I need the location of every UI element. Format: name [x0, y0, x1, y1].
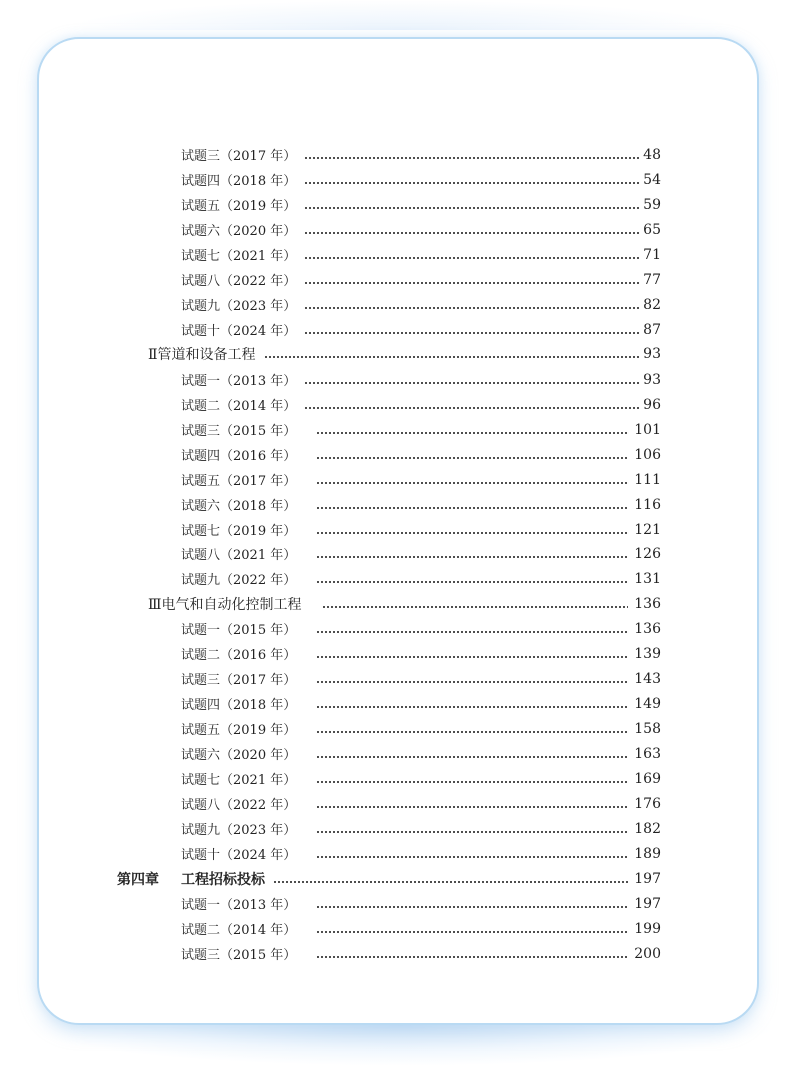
- toc-entry-page: 71: [643, 246, 661, 263]
- toc-entry[interactable]: [181, 492, 661, 517]
- toc-entry-page: 93: [643, 371, 661, 388]
- toc-entry-page: 116: [634, 496, 661, 513]
- toc-entry-page: 169: [634, 770, 661, 787]
- toc-entry[interactable]: [181, 517, 661, 542]
- toc-entry[interactable]: [181, 741, 661, 766]
- dot-leader: [304, 317, 639, 342]
- toc-chapter-label: 第四章: [117, 871, 159, 888]
- toc-entry[interactable]: [181, 666, 661, 691]
- dot-leader: [316, 616, 628, 641]
- toc-entry-page: 87: [643, 321, 661, 338]
- toc-entry-page: 143: [634, 670, 661, 687]
- dot-leader: [304, 242, 639, 267]
- dot-leader: [316, 841, 628, 866]
- toc-entry[interactable]: [181, 791, 661, 816]
- toc-entry[interactable]: [181, 691, 661, 716]
- dot-leader: [304, 267, 639, 292]
- toc-entry-page: 82: [643, 296, 661, 313]
- toc-entry-title: 试题六（2020 年）: [181, 224, 297, 239]
- dot-leader: [316, 541, 628, 566]
- toc-entry-title: 试题五（2019 年）: [181, 199, 297, 214]
- toc-section-entry[interactable]: [148, 341, 661, 366]
- toc-entry[interactable]: [181, 841, 661, 866]
- toc-entry-title: 试题四（2016 年）: [181, 449, 297, 464]
- toc-entry-page: 77: [643, 271, 661, 288]
- toc-entry[interactable]: [181, 292, 661, 317]
- toc-entry-title: 试题三（2015 年）: [181, 948, 297, 963]
- dot-leader: [316, 417, 628, 442]
- toc-entry[interactable]: [181, 142, 661, 167]
- toc-entry-title: 试题六（2018 年）: [181, 499, 297, 514]
- toc-entry-title: 试题四（2018 年）: [181, 174, 297, 189]
- toc-entry-title: 试题一（2013 年）: [181, 898, 297, 913]
- toc-entry[interactable]: [181, 641, 661, 666]
- toc-entry-page: 121: [634, 521, 661, 538]
- dot-leader: [322, 591, 629, 616]
- toc-entry-page: 48: [643, 146, 661, 163]
- toc-entry[interactable]: [181, 616, 661, 641]
- toc-entry[interactable]: [181, 941, 661, 966]
- dot-leader: [316, 791, 628, 816]
- toc-section-title: Ⅱ管道和设备工程: [148, 346, 256, 363]
- toc-entry-title: 试题一（2015 年）: [181, 623, 297, 638]
- toc-entry-page: 158: [634, 720, 661, 737]
- dot-leader: [316, 666, 628, 691]
- toc-entry-title: 试题八（2021 年）: [181, 548, 297, 563]
- dot-leader: [316, 492, 628, 517]
- toc-entry[interactable]: [181, 816, 661, 841]
- toc-entry[interactable]: [181, 217, 661, 242]
- dot-leader: [316, 941, 628, 966]
- toc-entry[interactable]: [181, 192, 661, 217]
- dot-leader: [304, 167, 639, 192]
- dot-leader: [316, 641, 628, 666]
- toc-entry[interactable]: [181, 467, 661, 492]
- dot-leader: [304, 142, 639, 167]
- dot-leader: [316, 716, 628, 741]
- dot-leader: [316, 816, 628, 841]
- toc-chapter-title: 工程招标投标: [181, 871, 265, 888]
- toc-entry[interactable]: [181, 267, 661, 292]
- toc-entry-title: 试题二（2014 年）: [181, 399, 297, 414]
- dot-leader: [316, 766, 628, 791]
- toc-entry-title: 试题九（2023 年）: [181, 299, 297, 314]
- toc-entry-title: 试题三（2017 年）: [181, 673, 297, 688]
- toc-entry-page: 149: [634, 695, 661, 712]
- toc-entry-title: 试题八（2022 年）: [181, 798, 297, 813]
- toc-section-title: Ⅲ电气和自动化控制工程: [148, 596, 302, 613]
- toc-entry[interactable]: [181, 417, 661, 442]
- dot-leader: [316, 442, 628, 467]
- toc-entry-title: 试题六（2020 年）: [181, 748, 297, 763]
- toc-entry-page: 182: [634, 820, 661, 837]
- toc-entry[interactable]: [181, 242, 661, 267]
- toc-entry-page: 136: [634, 620, 661, 637]
- toc-entry[interactable]: [181, 766, 661, 791]
- dot-leader: [316, 691, 628, 716]
- toc-entry-page: 93: [643, 345, 661, 362]
- toc-entry-title: 试题五（2017 年）: [181, 474, 297, 489]
- toc-entry[interactable]: [181, 367, 661, 392]
- toc-entry-page: 111: [634, 471, 661, 488]
- toc-entry-page: 126: [634, 545, 661, 562]
- dot-leader: [304, 367, 639, 392]
- dot-leader: [304, 292, 639, 317]
- dot-leader: [264, 341, 640, 366]
- dot-leader: [316, 741, 628, 766]
- toc-entry[interactable]: [181, 891, 661, 916]
- toc-entry-page: 199: [634, 920, 661, 937]
- toc-entry[interactable]: [181, 392, 661, 417]
- toc-entry[interactable]: [181, 442, 661, 467]
- toc-entry-title: 试题十（2024 年）: [181, 848, 297, 863]
- toc-entry-page: 189: [634, 845, 661, 862]
- toc-entry-title: 试题二（2014 年）: [181, 923, 297, 938]
- toc-entry-title: 试题十（2024 年）: [181, 324, 297, 339]
- toc-entry-page: 136: [634, 595, 661, 612]
- toc-section-entry[interactable]: [148, 591, 661, 616]
- toc-entry[interactable]: [181, 167, 661, 192]
- toc-entry-page: 65: [643, 221, 661, 238]
- toc-entry-title: 试题五（2019 年）: [181, 723, 297, 738]
- dot-leader: [316, 891, 628, 916]
- toc-entry[interactable]: [181, 916, 661, 941]
- toc-entry[interactable]: [181, 716, 661, 741]
- toc-entry-page: 96: [643, 396, 661, 413]
- toc-chapter-entry[interactable]: [117, 866, 661, 891]
- toc-entry-page: 139: [634, 645, 661, 662]
- toc-entry-title: 试题四（2018 年）: [181, 698, 297, 713]
- toc-entry-page: 106: [634, 446, 661, 463]
- dot-leader: [304, 217, 639, 242]
- toc-entry[interactable]: [181, 317, 661, 342]
- dot-leader: [316, 916, 628, 941]
- toc-entry-title: 试题七（2021 年）: [181, 249, 297, 264]
- dot-leader: [316, 566, 628, 591]
- dot-leader: [304, 392, 639, 417]
- toc-entry-title: 试题七（2021 年）: [181, 773, 297, 788]
- toc-entry-page: 176: [634, 795, 661, 812]
- toc-entry-page: 200: [634, 945, 661, 962]
- toc-entry-page: 59: [643, 196, 661, 213]
- dot-leader: [316, 517, 628, 542]
- toc-entry-title: 试题二（2016 年）: [181, 648, 297, 663]
- toc-entry-title: 试题九（2022 年）: [181, 573, 297, 588]
- toc-entry-title: 试题九（2023 年）: [181, 823, 297, 838]
- toc-entry-title: 试题八（2022 年）: [181, 274, 297, 289]
- top-glow-decoration: [60, 0, 740, 30]
- toc-entry[interactable]: [181, 566, 661, 591]
- dot-leader: [316, 467, 628, 492]
- toc-entry-title: 试题三（2015 年）: [181, 424, 297, 439]
- toc-entry-title: 试题一（2013 年）: [181, 374, 297, 389]
- toc-entry-title: 试题三（2017 年）: [181, 149, 297, 164]
- toc-entry-page: 197: [634, 870, 661, 887]
- toc-entry-title: 试题七（2019 年）: [181, 524, 297, 539]
- toc-entry-page: 101: [634, 421, 661, 438]
- toc-entry-page: 163: [634, 745, 661, 762]
- dot-leader: [273, 866, 630, 891]
- toc-entry-page: 197: [634, 895, 661, 912]
- toc-entry-page: 54: [643, 171, 661, 188]
- toc-entry-page: 131: [634, 570, 661, 587]
- dot-leader: [304, 192, 639, 217]
- toc-entry[interactable]: [181, 541, 661, 566]
